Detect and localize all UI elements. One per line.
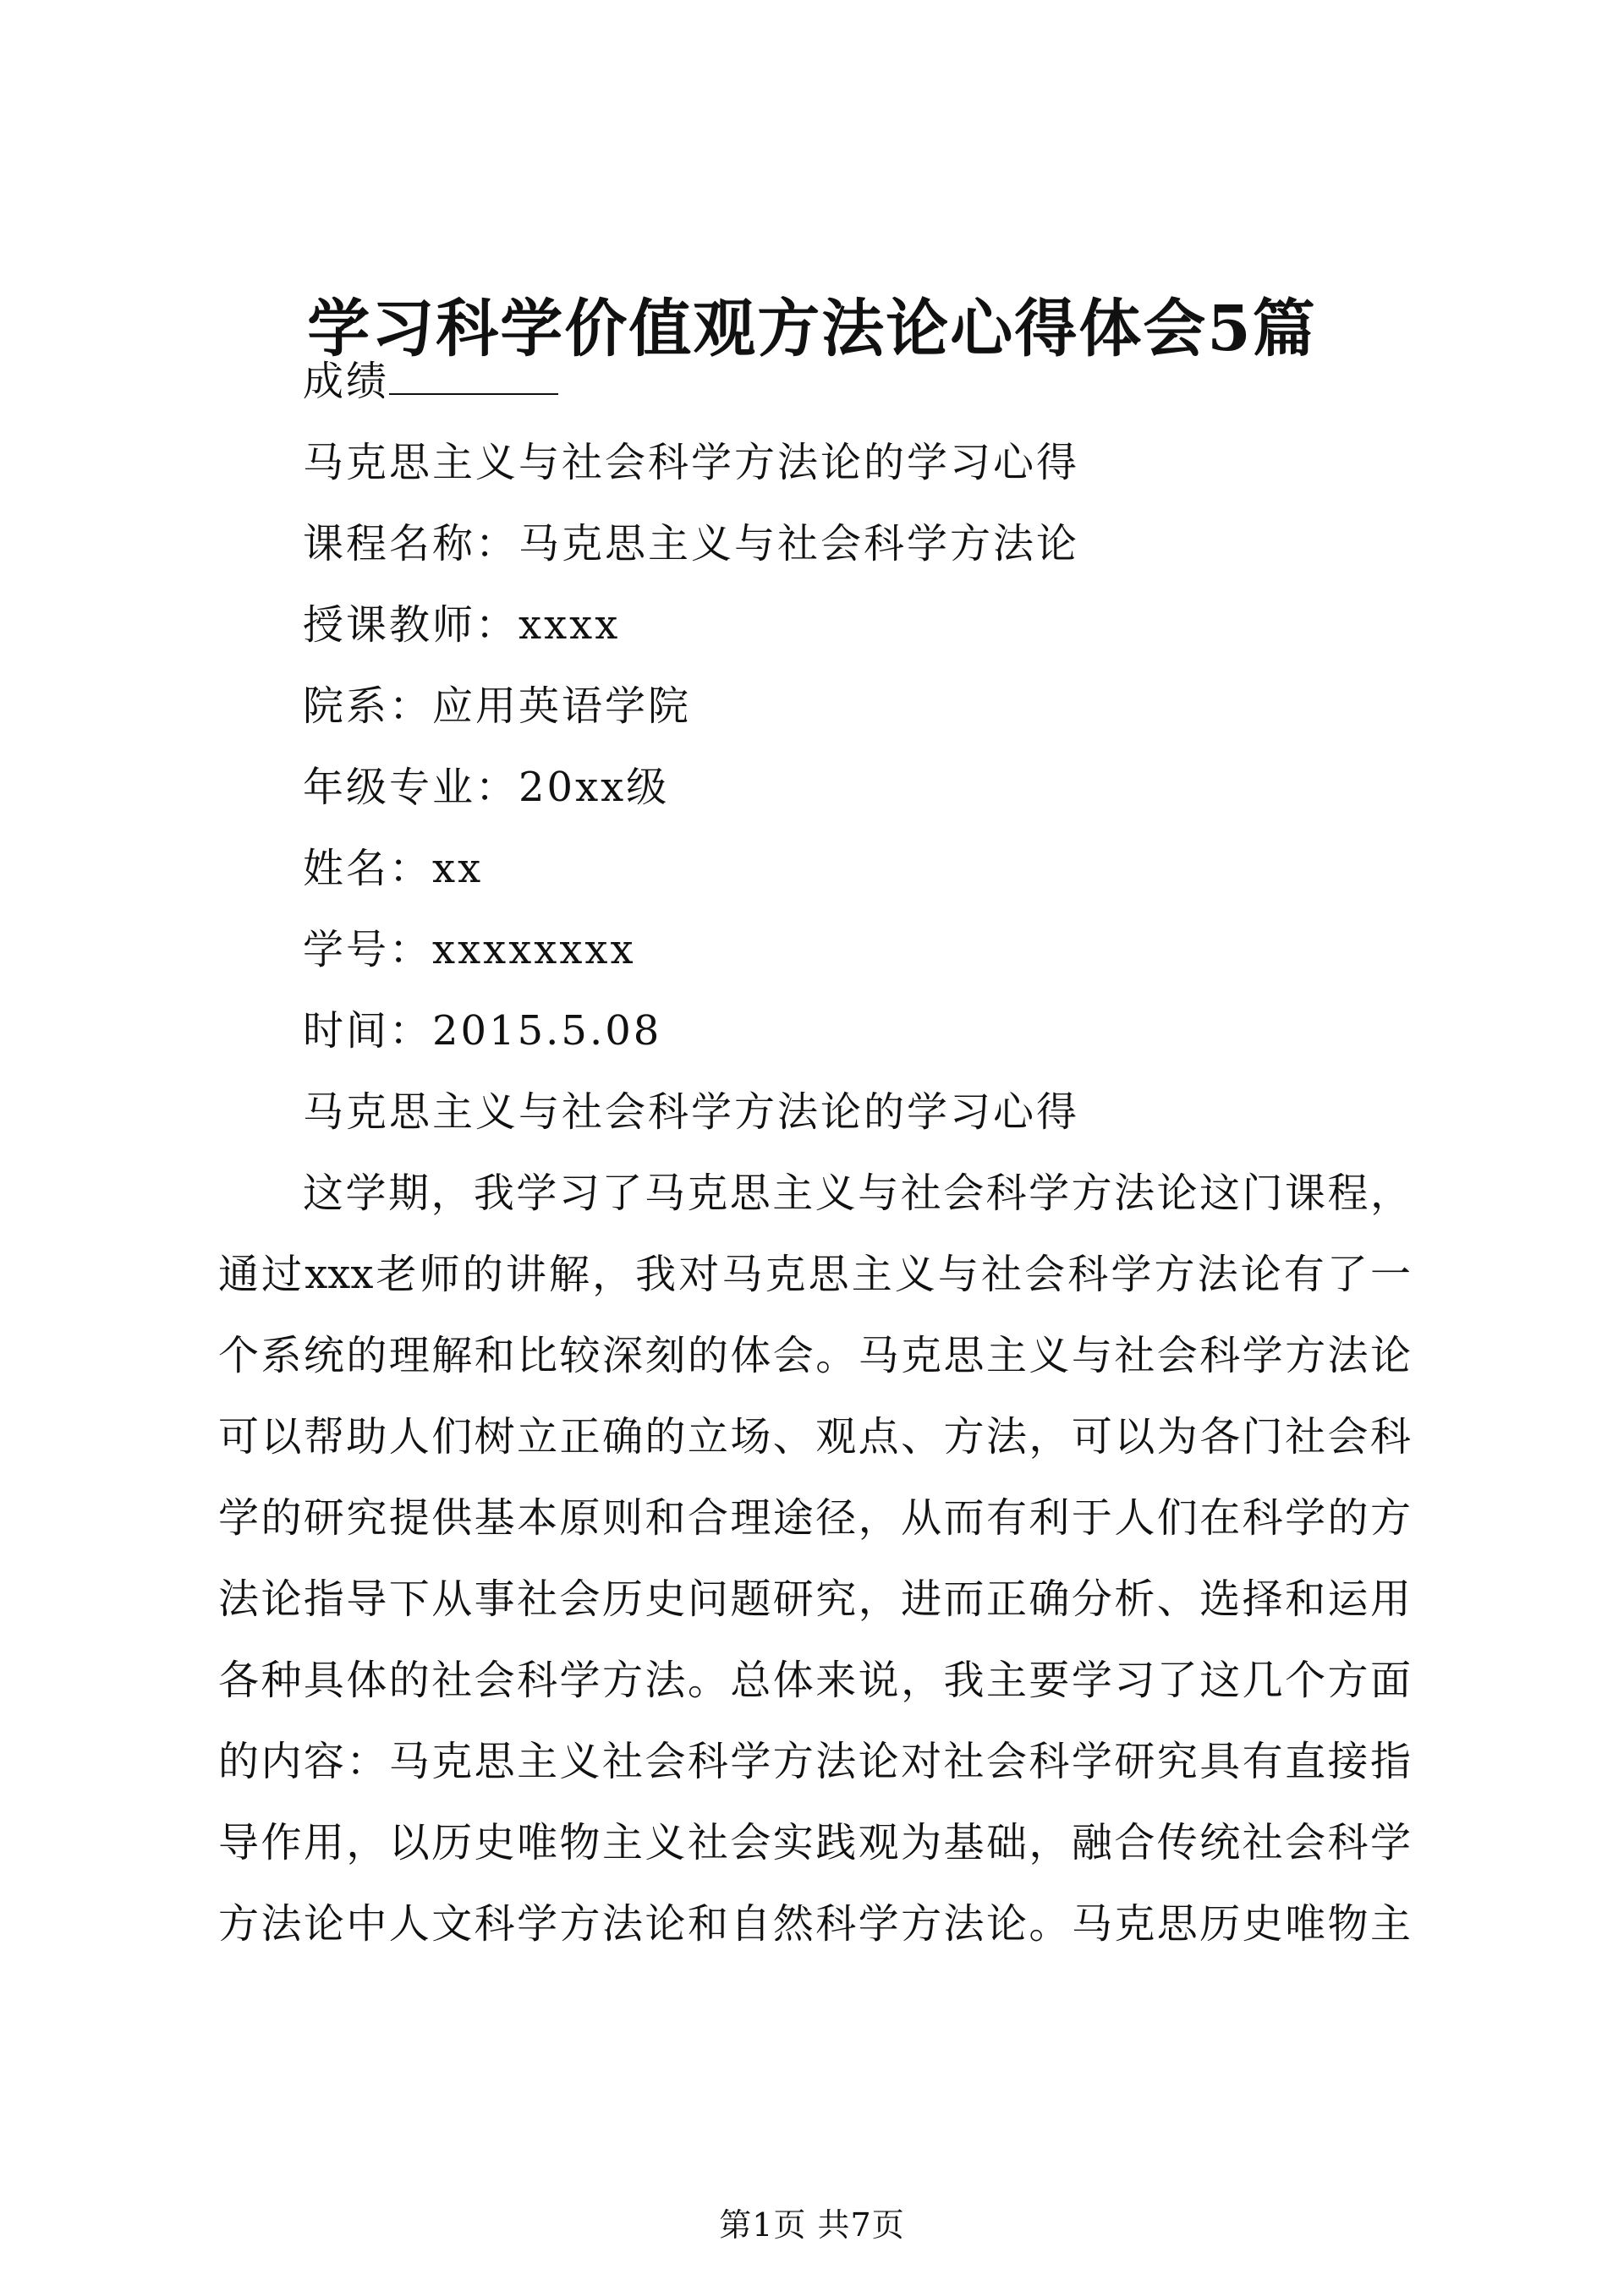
section-heading: 马克思主义与社会科学方法论的学习心得 (303, 1088, 1080, 1136)
student-name: 姓名：xx (303, 845, 484, 892)
paragraph-line: 这学期，我学习了马克思主义与社会科学方法论这门课程， (303, 1170, 1411, 1217)
department: 院系：应用英语学院 (303, 682, 692, 730)
student-id: 学号：xxxxxxxx (303, 926, 636, 973)
score-blank (389, 359, 558, 395)
paragraph-line: 导作用，以历史唯物主义社会实践观为基础，融合传统社会科学 (218, 1819, 1411, 1866)
teacher: 授课教师：xxxx (303, 601, 621, 649)
document-title: 学习科学价值观方法论心得体会5篇 (307, 293, 1317, 365)
paragraph-line: 通过xxx老师的讲解，我对马克思主义与社会科学方法论有了一 (218, 1251, 1411, 1298)
page-footer: 第1页 共7页 (719, 2206, 905, 2244)
score-label: 成绩 (303, 358, 390, 405)
course-name: 课程名称：马克思主义与社会科学方法论 (303, 520, 1080, 567)
score-line (303, 348, 558, 407)
paragraph-line: 各种具体的社会科学方法。总体来说，我主要学习了这几个方面 (218, 1657, 1411, 1704)
paragraph-line: 的内容：马克思主义社会科学方法论对社会科学研究具有直接指 (218, 1738, 1411, 1785)
paragraph-line: 个系统的理解和比较深刻的体会。马克思主义与社会科学方法论 (218, 1332, 1411, 1379)
paragraph-line: 方法论中人文科学方法论和自然科学方法论。马克思历史唯物主 (218, 1900, 1411, 1948)
time: 时间：2015.5.08 (303, 1007, 662, 1055)
subtitle: 马克思主义与社会科学方法论的学习心得 (303, 439, 1080, 486)
paragraph-line: 可以帮助人们树立正确的立场、观点、方法，可以为各门社会科 (218, 1413, 1411, 1460)
paragraph-line: 法论指导下从事社会历史问题研究，进而正确分析、选择和运用 (218, 1575, 1411, 1623)
grade-major: 年级专业：20xx级 (303, 764, 670, 811)
paragraph-line: 学的研究提供基本原则和合理途径，从而有利于人们在科学的方 (218, 1494, 1411, 1542)
